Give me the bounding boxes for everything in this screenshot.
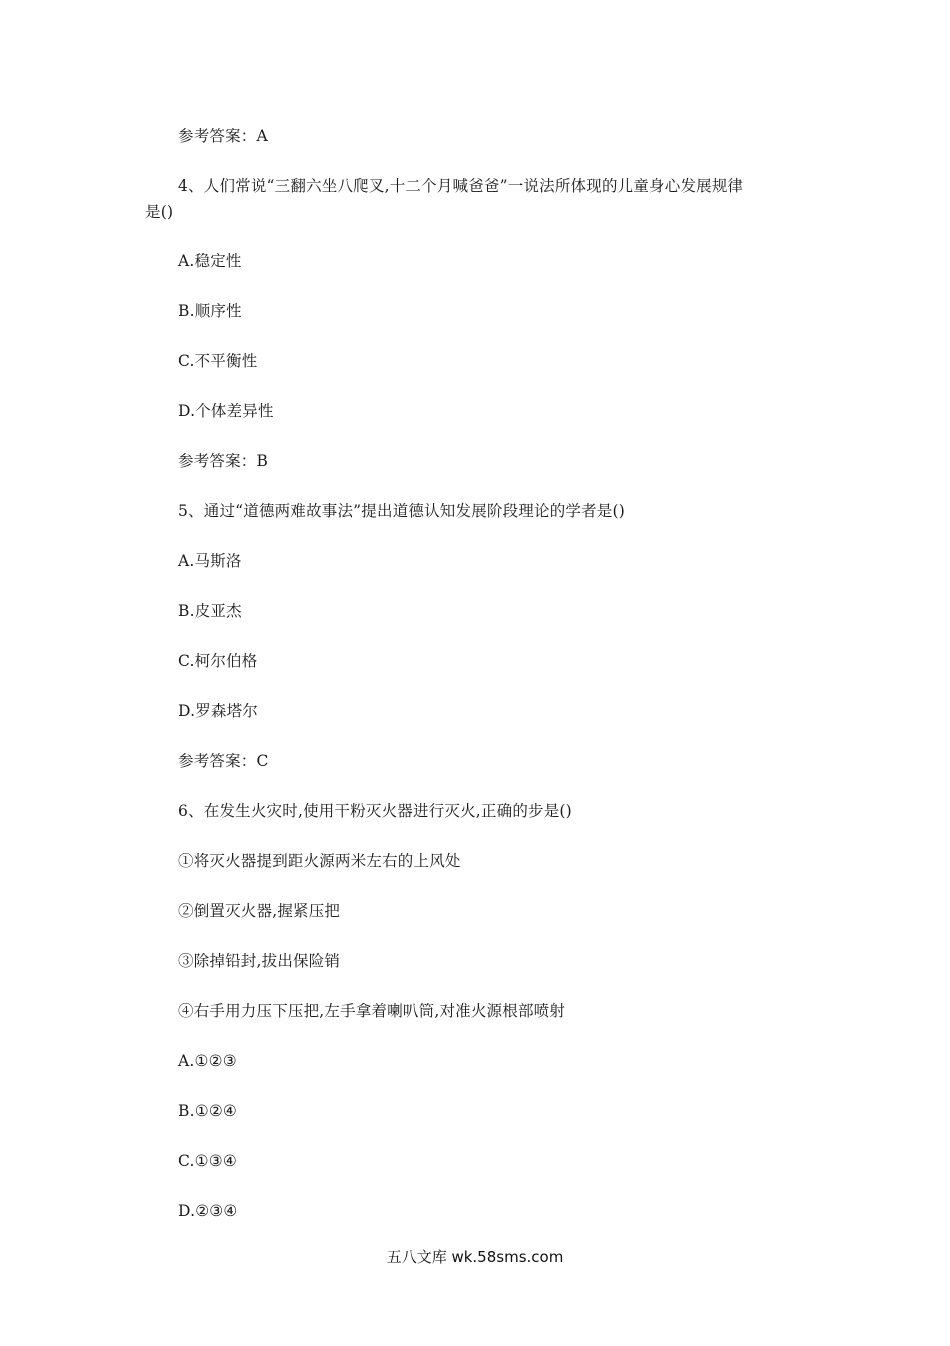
question-4-option-d: D.个体差异性 — [178, 402, 274, 420]
question-4-option-a: A.稳定性 — [178, 252, 242, 270]
footer-watermark: 五八文库 wk.58sms.com — [386, 1248, 564, 1266]
question-4-stem-line-1: 4、人们常说“三翻六坐八爬叉,十二个月喊爸爸”一说法所体现的儿童身心发展规律 — [178, 177, 744, 195]
question-6-option-a: A.①②③ — [178, 1052, 237, 1070]
question-6-step-4: ④右手用力压下压把,左手拿着喇叭筒,对准火源根部喷射 — [178, 1002, 566, 1020]
question-6-step-3: ③除掉铅封,拔出保险销 — [178, 952, 341, 970]
question-5-option-a: A.马斯洛 — [178, 552, 242, 570]
question-5-option-c: C.柯尔伯格 — [178, 652, 258, 670]
answer-prev: 参考答案：A — [178, 127, 268, 145]
question-6-option-d: D.②③④ — [178, 1202, 238, 1220]
question-4-answer: 参考答案：B — [178, 452, 269, 470]
question-6-option-c: C.①③④ — [178, 1152, 237, 1170]
question-4-option-c: C.不平衡性 — [178, 352, 258, 370]
question-4-option-b: B.顺序性 — [178, 302, 242, 320]
question-6-step-1: ①将灭火器提到距火源两米左右的上风处 — [178, 852, 461, 870]
question-5-option-d: D.罗森塔尔 — [178, 702, 259, 720]
question-6-step-2: ②倒置灭火器,握紧压把 — [178, 902, 341, 920]
question-5-option-b: B.皮亚杰 — [178, 602, 242, 620]
question-6-stem: 6、在发生火灾时,使用干粉灭火器进行灭火,正确的步是() — [178, 802, 572, 820]
question-5-stem: 5、通过“道德两难故事法”提出道德认知发展阶段理论的学者是() — [178, 502, 626, 520]
question-5-answer: 参考答案：C — [178, 752, 269, 770]
question-6-option-b: B.①②④ — [178, 1102, 238, 1120]
question-4-stem-line-2: 是() — [145, 203, 174, 221]
